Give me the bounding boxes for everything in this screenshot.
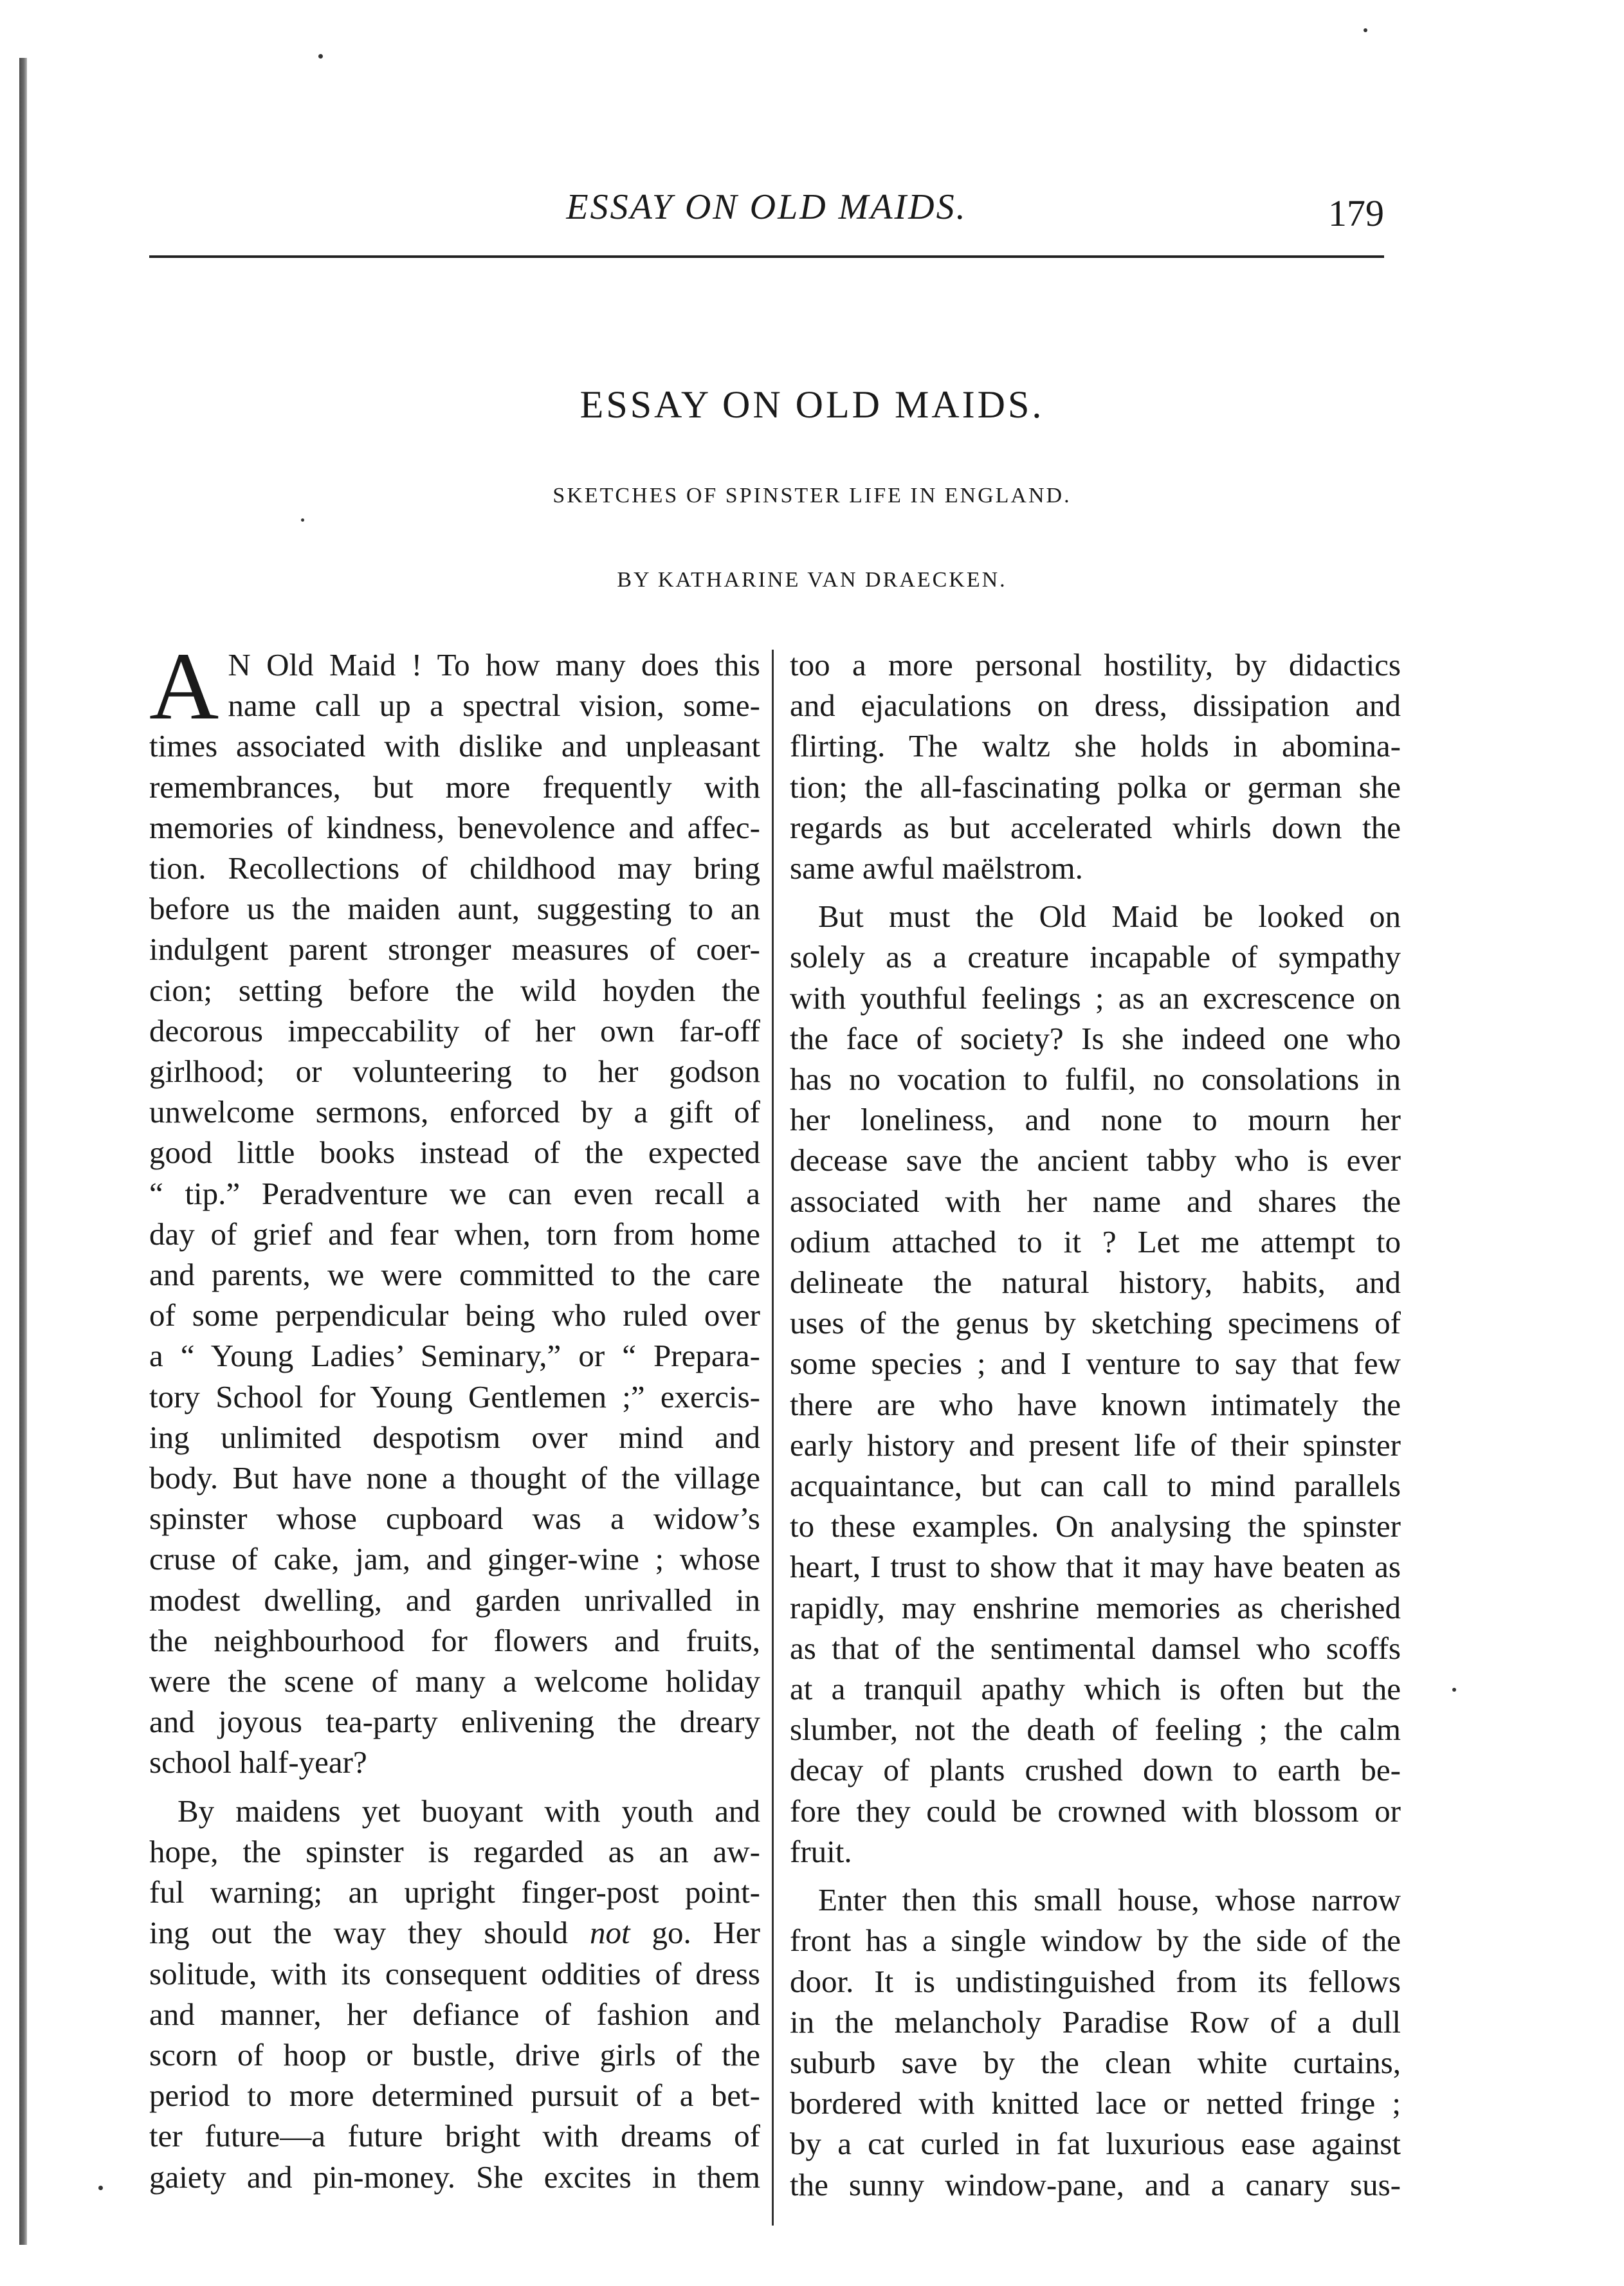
text-line: By maidens yet buoyant with youth and (178, 1793, 760, 1829)
text-line: tion; the all-fascinating polka or german she (790, 769, 1401, 805)
print-speck (1452, 1688, 1456, 1692)
text-line: and manner, her defiance of fashion and (149, 1996, 760, 2032)
text-line: unwelcome sermons, enforced by a gift of (149, 1094, 760, 1130)
paragraph (149, 1791, 760, 2197)
running-head (149, 187, 1384, 238)
text-line: ter future—a future bright with dreams of (149, 2118, 760, 2154)
text-line: odium attached to it ? Let me attempt to (790, 1223, 1401, 1259)
paragraph-gap (790, 888, 1401, 896)
text-line: Enter then this small house, whose narrow (818, 1882, 1401, 1918)
text-line: were the scene of many a welcome holiday (149, 1663, 760, 1699)
text-line: tion. Recollections of childhood may bring (149, 850, 760, 886)
text-line: in the melancholy Paradise Row of a dull (790, 2004, 1401, 2040)
text-line: with youthful feelings ; as an excrescence on (790, 980, 1401, 1016)
text-line: her loneliness, and none to mourn her (790, 1102, 1401, 1138)
text-line: acquaintance, but can call to mind parallels (790, 1468, 1401, 1504)
text-line: remembrances, but more frequently with (149, 769, 760, 805)
text-line: solitude, with its consequent oddities of dress (149, 1955, 760, 1991)
text-line: period to more determined pursuit of a bet- (149, 2078, 760, 2114)
text-line: girlhood; or volunteering to her godson (149, 1054, 760, 1090)
text-line: front has a single window by the side of the (790, 1923, 1401, 1959)
paragraph (790, 896, 1401, 1872)
paragraph (790, 1879, 1401, 2205)
text-line: of some perpendicular being who ruled over (149, 1297, 760, 1333)
text-segment: go. Her (630, 1915, 761, 1951)
text-line: and parents, we were committed to the care (149, 1257, 760, 1293)
text-line: cion; setting before the wild hoyden the (149, 972, 760, 1008)
text-line: rapidly, may enshrine memories as cherished (790, 1589, 1401, 1625)
text-segment: ing out the way they should (149, 1915, 569, 1951)
text-line: times associated with dislike and unpleasant (149, 728, 760, 764)
print-speck (318, 54, 323, 59)
text-line: some species ; and I venture to say that few (790, 1346, 1401, 1382)
text-line: early history and present life of their spinster (790, 1427, 1401, 1463)
text-line: fore they could be crowned with blossom or (790, 1793, 1401, 1829)
page-number: 179 (1328, 192, 1384, 234)
text-line: fruit. (790, 1833, 852, 1869)
print-speck (98, 2186, 103, 2190)
article-byline: BY KATHARINE VAN DRAECKEN. (617, 568, 1007, 592)
running-title: ESSAY ON OLD MAIDS. (566, 187, 967, 227)
text-line: the sunny window-pane, and a canary sus- (790, 2166, 1401, 2202)
text-line (149, 1912, 760, 1953)
text-line: flirting. The waltz she holds in abomina- (790, 728, 1401, 764)
text-line: the neighbourhood for flowers and fruits, (149, 1622, 760, 1658)
text-line: spinster whose cupboard was a widow’s (149, 1501, 760, 1537)
article-subtitle: SKETCHES OF SPINSTER LIFE IN ENGLAND. (552, 484, 1072, 507)
text-line: the face of society? Is she indeed one who (790, 1020, 1401, 1056)
text-line: decease save the ancient tabby who is ever (790, 1142, 1401, 1178)
text-line: decay of plants crushed down to earth be- (790, 1752, 1401, 1788)
drop-cap: A (149, 633, 219, 740)
text-line: indulgent parent stronger measures of coer- (149, 931, 760, 967)
paragraph (149, 633, 760, 1783)
text-line: by a cat curled in fat luxurious ease against (790, 2126, 1401, 2162)
text-line: memories of kindness, benevolence and affec- (149, 809, 760, 845)
text-line: gaiety and pin-money. She excites in them (149, 2159, 760, 2195)
article-title: ESSAY ON OLD MAIDS. (579, 383, 1045, 426)
text-line: suburb save by the clean white curtains, (790, 2044, 1401, 2080)
print-speck (301, 518, 304, 522)
emphasis-word: not (589, 1915, 630, 1951)
right-column (790, 645, 1401, 2205)
text-line: scorn of hoop or bustle, drive girls of the (149, 2036, 760, 2072)
paragraph (790, 645, 1401, 888)
text-line: and joyous tea-party enlivening the dreary (149, 1704, 760, 1740)
paragraph-gap (790, 1872, 1401, 1879)
text-line: slumber, not the death of feeling ; the calm (790, 1712, 1401, 1748)
text-line: delineate the natural history, habits, and (790, 1265, 1401, 1301)
text-line: tory School for Young Gentlemen ;” exercis- (149, 1378, 760, 1414)
print-speck (1364, 28, 1367, 32)
text-line: ing unlimited despotism over mind and (149, 1419, 760, 1455)
text-line: has no vocation to fulfil, no consolations in (790, 1061, 1401, 1097)
text-line: name call up a spectral vision, some- (228, 688, 760, 724)
text-line: regards as but accelerated whirls down the (790, 809, 1401, 845)
text-line: too a more personal hostility, by didactics (790, 647, 1401, 682)
text-line: “ tip.” Peradventure we can even recall a (149, 1175, 760, 1211)
text-line: uses of the genus by sketching specimens of (790, 1305, 1401, 1341)
text-line: a “ Young Ladies’ Seminary,” or “ Prepara- (149, 1338, 760, 1374)
text-line: bordered with knitted lace or netted fringe ; (790, 2085, 1401, 2121)
text-line: school half-year? (149, 1744, 367, 1780)
text-line: at a tranquil apathy which is often but the (790, 1671, 1401, 1707)
text-line: good little books instead of the expected (149, 1135, 760, 1171)
text-line: cruse of cake, jam, and ginger-wine ; whose (149, 1541, 760, 1577)
text-line: hope, the spinster is regarded as an aw- (149, 1833, 760, 1869)
text-line: as that of the sentimental damsel who scoffs (790, 1630, 1401, 1666)
text-line: associated with her name and shares the (790, 1183, 1401, 1219)
text-line: N Old Maid ! To how many does this (228, 647, 760, 682)
text-line: day of grief and fear when, torn from home (149, 1216, 760, 1252)
text-line: and ejaculations on dress, dissipation and (790, 688, 1401, 724)
column-rule (772, 650, 774, 2226)
left-column (149, 633, 761, 2197)
text-line: body. But have none a thought of the village (149, 1460, 760, 1496)
text-line: decorous impeccability of her own far-off (149, 1012, 760, 1048)
text-line: same awful maëlstrom. (790, 850, 1083, 886)
text-line: before us the maiden aunt, suggesting to an (149, 891, 760, 927)
text-line: heart, I trust to show that it may have beaten as (790, 1549, 1401, 1585)
paragraph-gap (149, 1783, 760, 1791)
text-line: to these examples. On analysing the spinster (790, 1508, 1401, 1544)
text-line: ful warning; an upright finger-post point- (149, 1874, 760, 1910)
text-line: door. It is undistinguished from its fellows (790, 1963, 1401, 1999)
text-line: But must the Old Maid be looked on (818, 899, 1401, 935)
text-line: there are who have known intimately the (790, 1386, 1401, 1422)
text-line: solely as a creature incapable of sympathy (790, 939, 1401, 975)
header-rule (149, 255, 1384, 258)
text-line: modest dwelling, and garden unrivalled in (149, 1582, 760, 1618)
